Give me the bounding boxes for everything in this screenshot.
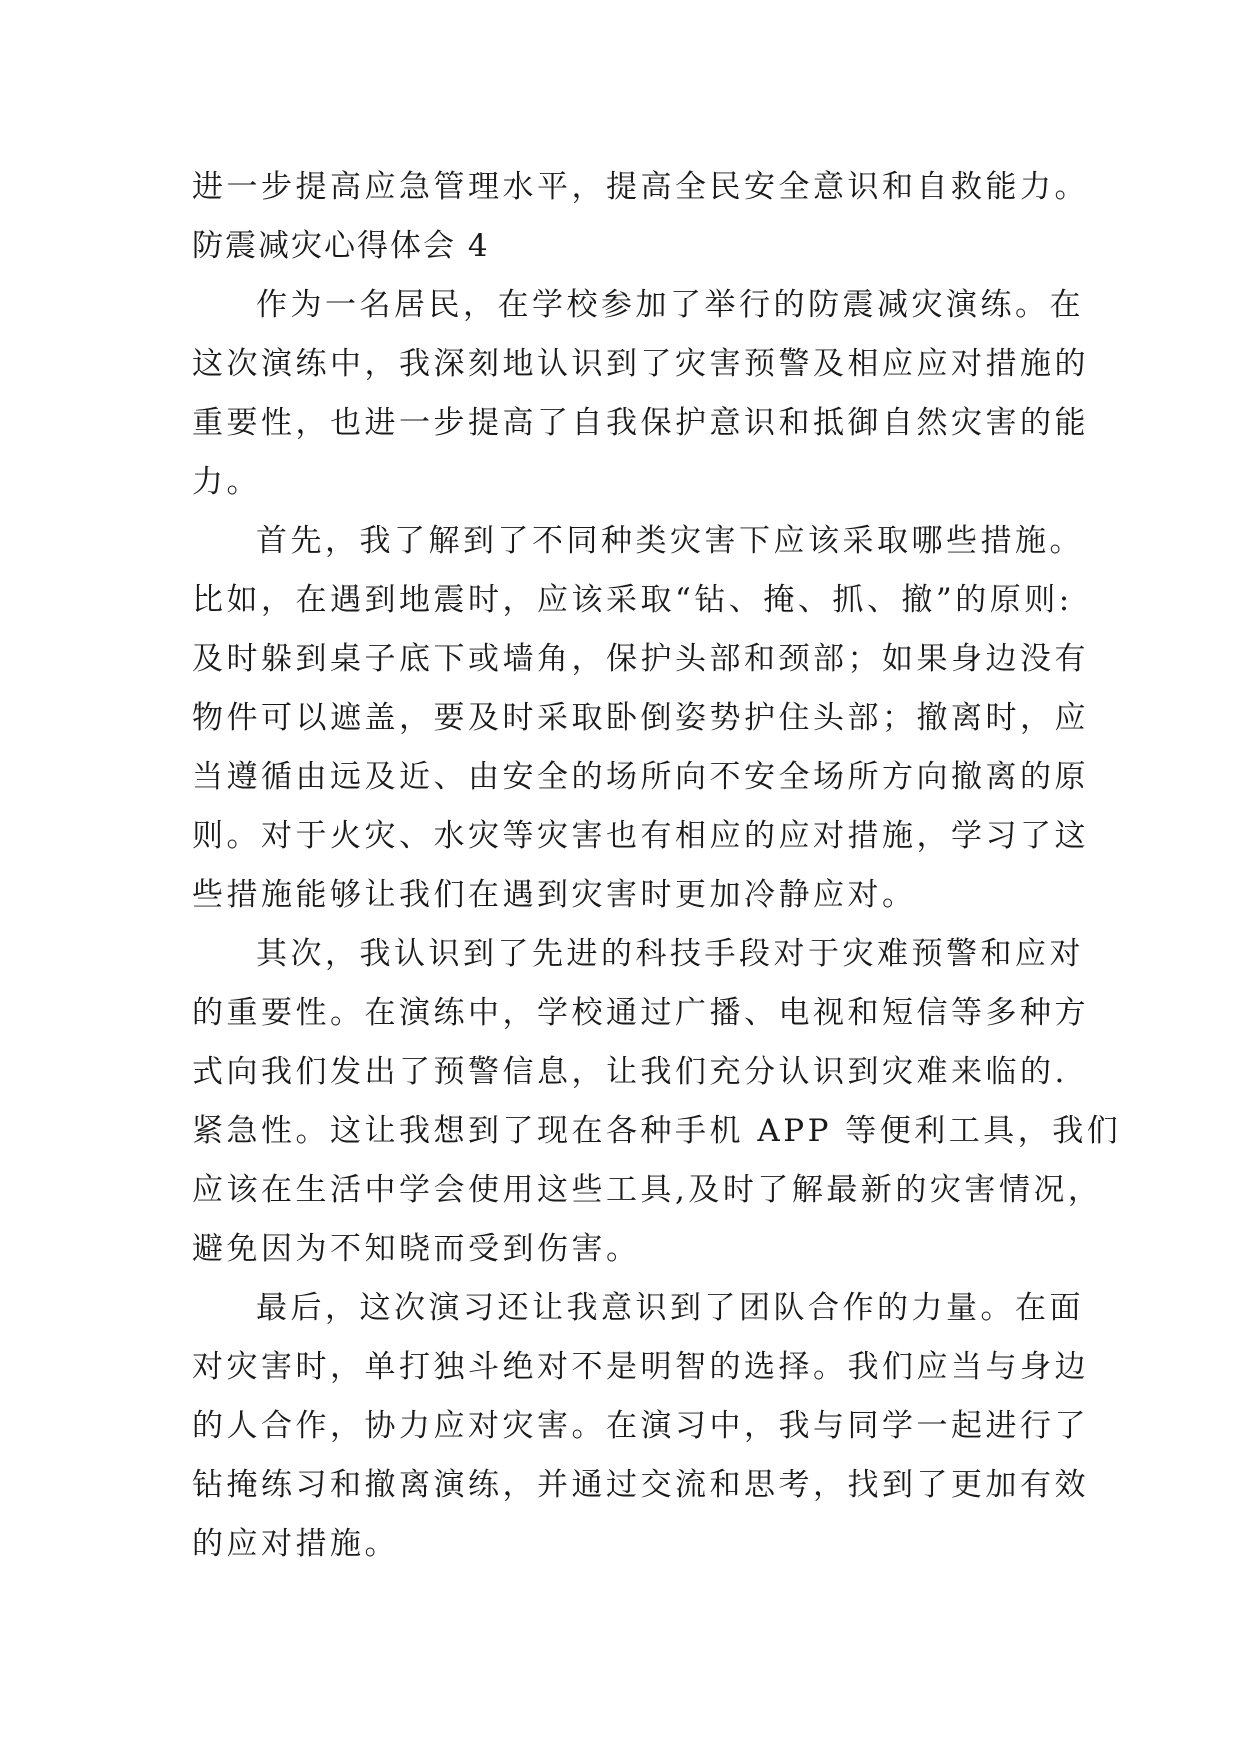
- paragraph-line: 其次，我认识到了先进的科技手段对于灾难预警和应对: [256, 936, 1084, 972]
- paragraph-line: 则。对于火灾、水灾等灾害也有相应的应对措施，学习了这: [192, 818, 1089, 854]
- paragraph-line: 钻掩练习和撤离演练，并通过交流和思考，找到了更加有效: [192, 1467, 1089, 1503]
- paragraph-line: 物件可以遮盖，要及时采取卧倒姿势护住头部；撤离时，应: [192, 700, 1089, 736]
- paragraph-line: 比如，在遇到地震时，应该采取“钻、掩、抓、撤”的原则:: [192, 582, 1073, 618]
- paragraph-line: 力。: [192, 464, 261, 500]
- paragraph-line: 当遵循由远及近、由安全的场所向不安全场所方向撤离的原: [192, 759, 1089, 795]
- paragraph-line: 对灾害时，单打独斗绝对不是明智的选择。我们应当与身边: [192, 1349, 1089, 1385]
- section-title: 防震减灾心得体会 4: [192, 228, 490, 264]
- paragraph-line: 最后，这次演习还让我意识到了团队合作的力量。在面: [256, 1290, 1084, 1326]
- lead-line: 进一步提高应急管理水平，提高全民安全意识和自救能力。: [192, 169, 1089, 205]
- paragraph-2: [192, 512, 1089, 925]
- paragraph-line: 首先，我了解到了不同种类灾害下应该采取哪些措施。: [256, 523, 1084, 559]
- paragraph-line: 重要性，也进一步提高了自我保护意识和抵御自然灾害的能: [192, 405, 1089, 441]
- paragraph-line: 式向我们发出了预警信息，让我们充分认识到灾难来临的.: [192, 1054, 1068, 1090]
- paragraph-line: 及时躲到桌子底下或墙角，保护头部和颈部；如果身边没有: [192, 641, 1089, 677]
- paragraph-line: 应该在生活中学会使用这些工具,及时了解最新的灾害情况，: [192, 1172, 1103, 1208]
- paragraph-line: 的应对措施。: [192, 1526, 399, 1562]
- paragraph-line: 避免因为不知晓而受到伤害。: [192, 1231, 641, 1267]
- paragraph-line: 这次演练中，我深刻地认识到了灾害预警及相应应对措施的: [192, 346, 1089, 382]
- paragraph-1: [192, 276, 1089, 512]
- paragraph-line: 些措施能够让我们在遇到灾害时更加冷静应对。: [192, 877, 917, 913]
- paragraph-line: 的重要性。在演练中，学校通过广播、电视和短信等多种方: [192, 995, 1089, 1031]
- paragraph-line: 的人合作，协力应对灾害。在演习中，我与同学一起进行了: [192, 1408, 1089, 1444]
- paragraph-line: 作为一名居民，在学校参加了举行的防震减灾演练。在: [256, 287, 1084, 323]
- document-page: [192, 158, 1122, 1574]
- paragraph-4: [192, 1279, 1089, 1574]
- paragraph-3: [192, 925, 1122, 1279]
- paragraph-line: 紧急性。这让我想到了现在各种手机 APP 等便利工具，我们: [192, 1113, 1122, 1149]
